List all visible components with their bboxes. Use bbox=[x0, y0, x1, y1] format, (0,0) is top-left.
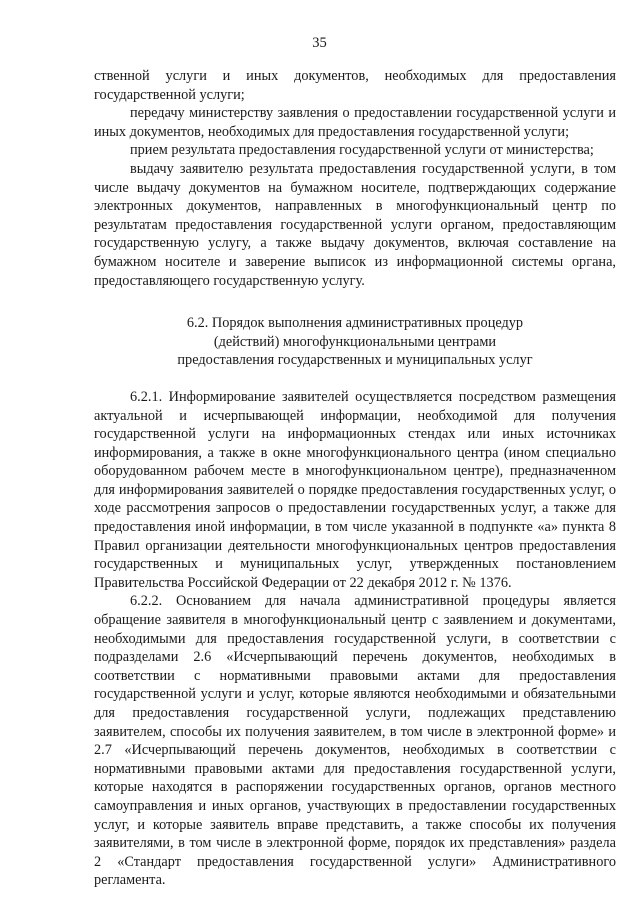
paragraph: ственной услуги и иных документов, необходимых для предоставления государственной услуги; bbox=[94, 68, 616, 103]
section-heading bbox=[94, 314, 616, 370]
section-heading-line: 6.2. Порядок выполнения административных процедур bbox=[186, 315, 524, 332]
paragraph: 6.2.1. Информирование заявителей осуществляется посредством размещения актуальной и исчерпывающей информации, необходимой для получения государственной услуги на информационных стендах или иных источниках информирования, а также в окне многофункционального центра (ином специально оборудованном рабочем месте в многофункциональном центре), предназначенном для информирования заявителей о порядке предоставления государственных услуг, о ходе рассмотрения запросов о предоставлении государственных услуг, а также для предоставления иной информации, в том числе указанной в подпункте «а» пункта 8 Правил организации деятельности многофункциональных центров предоставления государственных и муниципальных услуг, утвержденных постановлением Правительства Российской Федерации от 22 декабря 2012 г. № 1376. bbox=[94, 388, 616, 591]
section-heading-line: предоставления государственных и муниципальных услуг bbox=[177, 352, 533, 369]
paragraph: прием результата предоставления государственной услуги от министерства; bbox=[130, 142, 594, 159]
section-heading-line: (действий) многофункциональными центрами bbox=[213, 333, 497, 350]
paragraph: выдачу заявителю результата предоставления государственной услуги, в том числе выдачу документов на бумажном носителе, подтверждающих содержание электронных документов, направленных в многофункциональный центр по результатам предоставления государственной услуги органом, предоставляющим государственную услугу, а также выдачу документов, включая составление на бумажном носителе и заверение выписок из информационной системы органа, предоставляющего государственную услугу. bbox=[94, 160, 616, 289]
document-body bbox=[94, 67, 616, 890]
paragraph: 6.2.2. Основанием для начала административной процедуры является обращение заявителя в многофункциональный центр с заявлением и документами, необходимыми для предоставления государственной услуги, в соответствии с подразделами 2.6 «Исчерпывающий перечень документов, необходимых в соответствии с нормативными правовыми актами для предоставления государственной услуги и услуг, которые являются необходимыми и обязательными для предоставления государственной услуги, подлежащих представлению заявителем, способы их получения заявителем, в том числе в электронной форме» и 2.7 «Исчерпывающий перечень документов, необходимых в соответствии с нормативными правовыми актами для предоставления государственной услуги, которые находятся в распоряжении государственных органов, органов местного самоуправления и иных органов, участвующих в предоставлении государственных услуг, и которые заявитель вправе представить, а также способы их получения заявителями, в том числе в электронной форме, порядок их представления» раздела 2 «Стандарт предоставления государственной услуги» Административного регламента. bbox=[94, 593, 616, 889]
paragraph: передачу министерству заявления о предоставлении государственной услуги и иных документов, необходимых для предоставления государственной услуги; bbox=[94, 105, 616, 140]
page-number: 35 bbox=[312, 35, 327, 51]
